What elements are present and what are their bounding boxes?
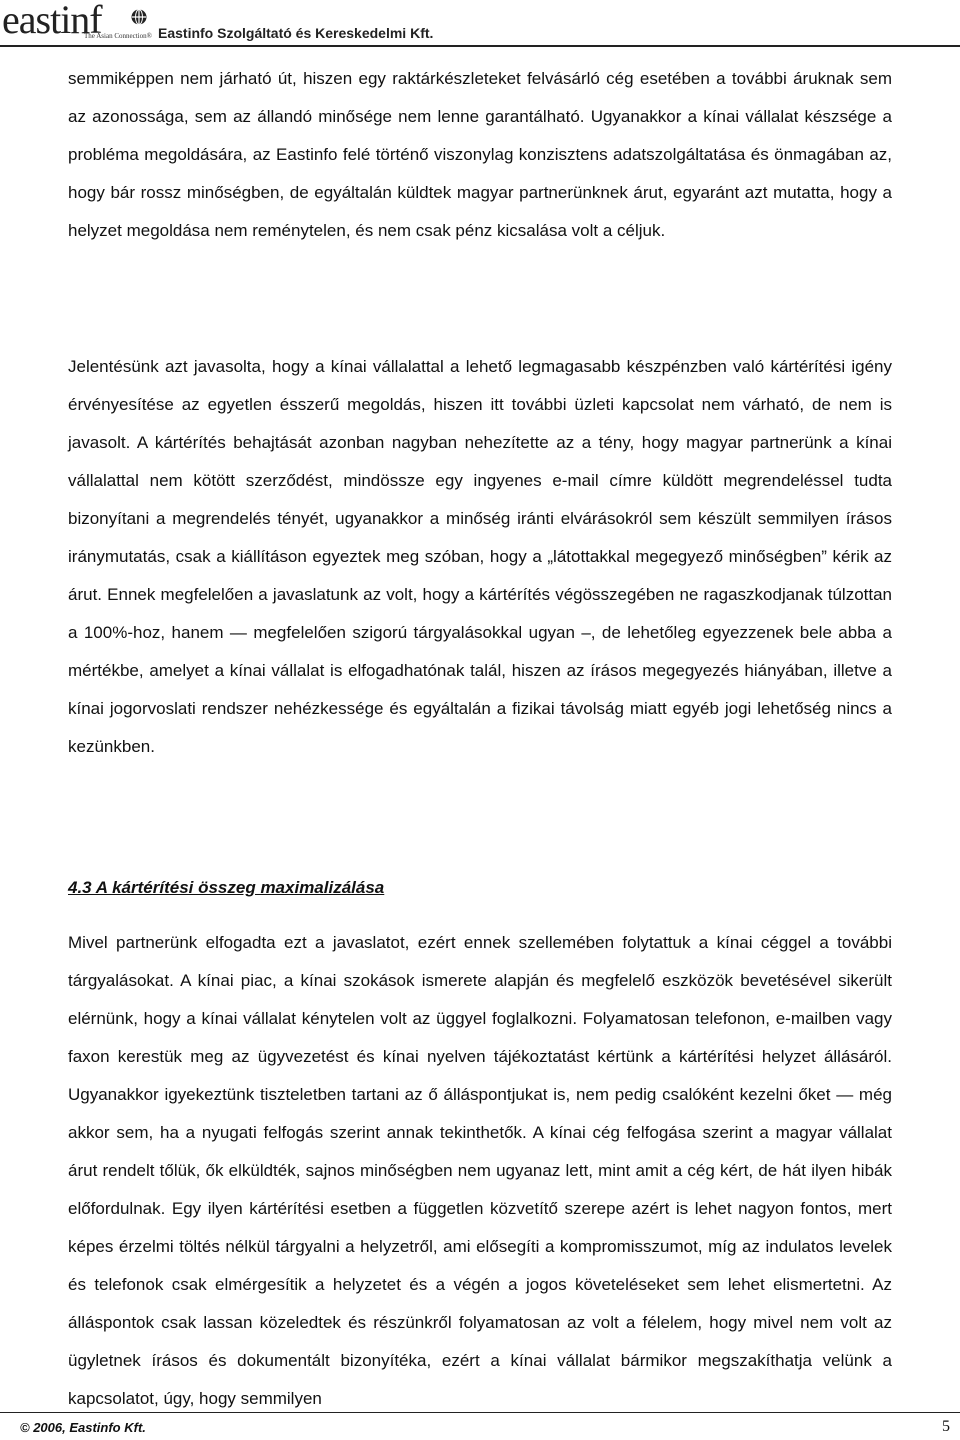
logo-wordmark: eastinf	[2, 0, 102, 42]
logo-tagline: The Asian Connection®	[84, 32, 152, 40]
footer-divider	[0, 1412, 960, 1413]
paragraph: semmiképpen nem járható út, hiszen egy raktárkészleteket felvásárló cég esetében a további áruknak sem az azonossága, sem az állandó minősége nem lenne garantálható. Ugyanakkor a kínai vállalat készsége a probléma megoldására, az Eastinfo felé történő viszonylag konzisztens adatszolgáltatása és önmagában az, hogy bár rossz minőségben, de egyáltalán küldtek magyar partnerünknek árut, egyaránt azt mutatta, hogy a helyzet megoldása nem reménytelen, és nem csak pénz kicsalása volt a céljuk.	[68, 69, 892, 240]
header-divider	[0, 45, 960, 47]
company-name: Eastinfo Szolgáltató és Kereskedelmi Kft.	[158, 25, 434, 41]
section-heading: 4.3 A kártérítési összeg maximalizálása	[68, 878, 385, 897]
page-number: 5	[942, 1418, 950, 1435]
paragraph: Mivel partnerünk elfogadta ezt a javaslatot, ezért ennek szellemében folytattuk a kínai céggel a további tárgyalásokat. A kínai piac, a kínai szokások ismerete alapján és megfelelő eszközök bevetésével sikerült elérnünk, hogy a kínai vállalat kénytelen volt az üggyel foglalkozni. Folyamatosan telefonon, e-mailben vagy faxon kerestük meg az ügyvezetést és kínai nyelven tájékoztatást kértünk a kártérítési helyzet állásáról. Ugyanakkor igyekeztünk tiszteletben tartani az ő álláspontjukat is, nem pedig csalóként kezelni őket — még akkor sem, ha a nyugati felfogás szerint annak tekinthetők. A kínai cég felfogása szerint a magyar vállalat árut rendelt tőlük, ők elküldték, sajnos minőségben nem ugyanaz lett, mint amit a cég kért, de hát ilyen hibák előfordulnak. Egy ilyen kártérítési esetben a független közvetítő szerepe azért is lehet nagyon fontos, mert képes érzelmi töltés nélkül tárgyalni a helyzetről, ami elősegíti a kompromisszumot, míg az indulatos levelek és telefonok csak elmérgesítik a helyzetet és a végén a jogos követeléseket sem lehet elismertetni. Az álláspontok csak lassan közeledtek és részünkről folyamatosan az volt a félelem, hogy mivel nem volt az ügyletnek írásos és dokumentált bizonyítéka, ezért a kínai vállalat bármikor megszakíthatja velünk a kapcsolatot, úgy, hogy semmilyen	[68, 933, 892, 1408]
page-header	[0, 0, 960, 48]
copyright-notice: © 2006, Eastinfo Kft.	[20, 1420, 146, 1435]
paragraph: Jelentésünk azt javasolta, hogy a kínai vállalattal a lehető legmagasabb készpénzben való kártérítési igény érvényesítése az egyetlen ésszerű megoldás, hiszen itt további üzleti kapcsolat nem várható, de nem is javasolt. A kártérítés behajtását azonban nagyban nehezítette az a tény, hogy magyar partnerünk a kínai vállalattal nem kötött szerződést, mindössze egy ingyenes e-mail címre küldött megrendeléssel tudta bizonyítani a megrendelés tényét, ugyanakkor a minőség iránti elvárásokról sem készült semmilyen írásos iránymutatás, csak a kiállításon egyeztek meg szóban, hogy a „látottakkal megegyező minőségben” kérik az árut. Ennek megfelelően a javaslatunk az volt, hogy a kártérítés végösszegében ne ragaszkodjanak túlzottan a 100%-hoz, hanem — megfelelően szigorú tárgyalásokkal ugyan –, de lehetőleg egyezzenek bele abba a mértékbe, amelyet a kínai vállalat is elfogadhatónak talál, hiszen az írásos megegyezés hiányában, illetve a kínai jogorvoslati rendszer nehézkessége és egyáltalán a fizikai távolság miatt egyéb jogi lehetőség nincs a kezünkben.	[68, 357, 892, 756]
page-footer	[0, 1412, 960, 1440]
eastinfo-logo	[2, 0, 152, 44]
globe-icon	[130, 8, 148, 26]
document-body	[68, 60, 892, 1408]
